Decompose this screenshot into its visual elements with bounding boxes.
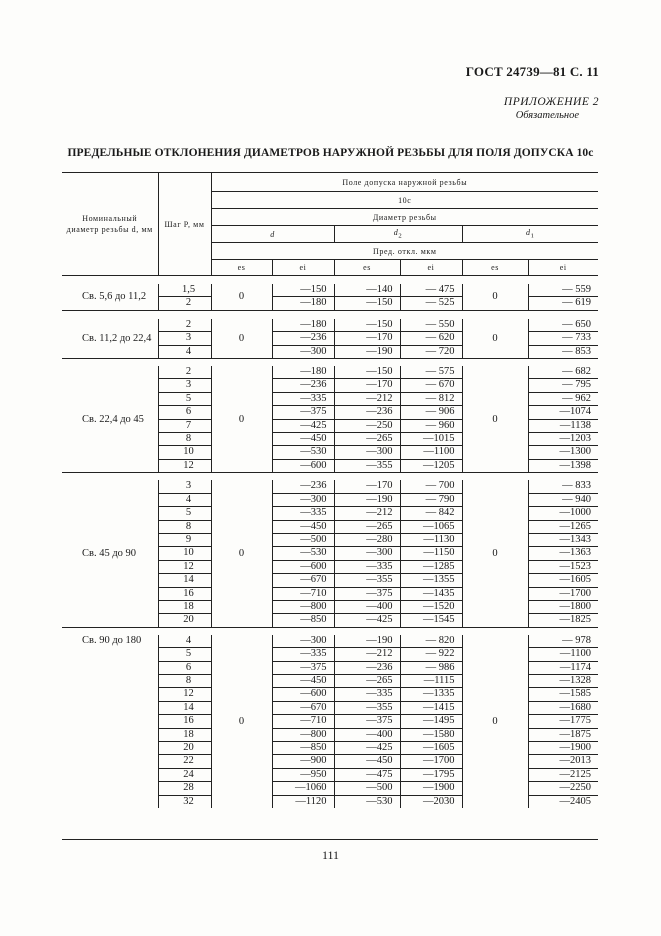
ei-d1-cell: — 650	[528, 319, 598, 332]
es-d1-cell: 0	[462, 635, 528, 808]
ei-d1-cell: —1174	[528, 661, 598, 674]
ei-d2-cell: — 475	[400, 284, 462, 297]
ei-d1-cell: —1100	[528, 648, 598, 661]
ei-d2-cell: —1900	[400, 782, 462, 795]
limit-deviation-header: Пред. откл. мкм	[211, 243, 598, 260]
ei-d1-cell: —1700	[528, 587, 598, 600]
pitch-cell: 14	[158, 574, 211, 587]
es-d2-cell: —250	[334, 419, 400, 432]
ei-d-cell: —710	[272, 715, 334, 728]
pitch-cell: 2	[158, 297, 211, 310]
ei-d2-cell: —1700	[400, 755, 462, 768]
es-d2-cell: —190	[334, 345, 400, 358]
ei-d1-cell: — 733	[528, 332, 598, 345]
es-d2-cell: —300	[334, 446, 400, 459]
es-d2-cell: —400	[334, 728, 400, 741]
es-d2-cell: —400	[334, 600, 400, 613]
ei-d1-cell: —1605	[528, 574, 598, 587]
ei-d1-cell: —1800	[528, 600, 598, 613]
pitch-cell: 3	[158, 480, 211, 493]
tolerance-value-header: 10с	[211, 192, 598, 209]
table-row	[62, 480, 598, 493]
ei-d-cell: —375	[272, 406, 334, 419]
pitch-cell: 12	[158, 688, 211, 701]
pitch-cell: 6	[158, 661, 211, 674]
ei-d-cell: —710	[272, 587, 334, 600]
ei-d2-cell: —1100	[400, 446, 462, 459]
es-d2-cell: —212	[334, 392, 400, 405]
ei-d1-cell: —1074	[528, 406, 598, 419]
pitch-cell: 22	[158, 755, 211, 768]
es-d2-cell: —170	[334, 480, 400, 493]
nominal-diameter-cell: Св. 45 до 90	[82, 548, 137, 560]
pitch-cell: 10	[158, 547, 211, 560]
nominal-diameter-cell: Св. 22,4 до 45	[82, 413, 144, 425]
ei-d2-cell: — 986	[400, 661, 462, 674]
es-d2-cell: —530	[334, 795, 400, 808]
ei-d1-cell: — 795	[528, 379, 598, 392]
es-d2-cell: —190	[334, 635, 400, 648]
ei-d-cell: —375	[272, 661, 334, 674]
ei-d1-cell: —1363	[528, 547, 598, 560]
ei-d-cell: —600	[272, 459, 334, 472]
ei-d1-cell: — 682	[528, 366, 598, 379]
ei-d1-cell: — 833	[528, 480, 598, 493]
es-header: es	[334, 260, 400, 276]
group-separator	[62, 473, 598, 481]
ei-header: ei	[400, 260, 462, 276]
es-d-cell: 0	[211, 366, 272, 473]
es-d2-cell: —236	[334, 661, 400, 674]
ei-d-cell: —1120	[272, 795, 334, 808]
es-d2-cell: —212	[334, 507, 400, 520]
pitch-cell: 20	[158, 614, 211, 627]
ei-d2-cell: —1495	[400, 715, 462, 728]
deviation-table	[62, 172, 598, 808]
ei-d2-cell: —1580	[400, 728, 462, 741]
nominal-diameter-header: Номинальный диаметр резьбы d, мм	[62, 173, 158, 276]
pitch-cell: 16	[158, 587, 211, 600]
ei-d1-cell: —1585	[528, 688, 598, 701]
pitch-cell: 7	[158, 419, 211, 432]
group-separator	[62, 627, 598, 635]
ei-d2-cell: — 812	[400, 392, 462, 405]
es-d2-cell: —300	[334, 547, 400, 560]
ei-d1-cell: —2405	[528, 795, 598, 808]
ei-d2-cell: — 960	[400, 419, 462, 432]
es-d1-cell: 0	[462, 319, 528, 359]
es-d2-cell: —475	[334, 768, 400, 781]
nominal-diameter-cell: Св. 11,2 до 22,4	[82, 332, 152, 344]
es-d2-cell: —265	[334, 433, 400, 446]
ei-d1-cell: — 962	[528, 392, 598, 405]
ei-d1-cell: — 853	[528, 345, 598, 358]
pitch-cell: 28	[158, 782, 211, 795]
ei-d2-cell: — 906	[400, 406, 462, 419]
pitch-cell: 20	[158, 742, 211, 755]
es-d2-cell: —150	[334, 297, 400, 310]
pitch-cell: 4	[158, 635, 211, 648]
ei-d2-cell: —1065	[400, 520, 462, 533]
pitch-cell: 1,5	[158, 284, 211, 297]
ei-d2-cell: —1435	[400, 587, 462, 600]
es-d2-cell: —140	[334, 284, 400, 297]
es-d2-cell: —150	[334, 319, 400, 332]
ei-d-cell: —236	[272, 480, 334, 493]
tolerance-field-header: Поле допуска наружной резьбы	[211, 173, 598, 192]
pitch-cell: 2	[158, 319, 211, 332]
pitch-cell: 4	[158, 345, 211, 358]
ei-d-cell: —236	[272, 332, 334, 345]
es-d2-cell: —425	[334, 742, 400, 755]
ei-d2-cell: — 670	[400, 379, 462, 392]
es-d-cell: 0	[211, 480, 272, 627]
ei-d2-cell: — 525	[400, 297, 462, 310]
d1-header: $d_1$	[462, 226, 598, 243]
ei-d1-cell: —1343	[528, 533, 598, 546]
mandatory-label: Обязательное	[515, 110, 579, 121]
appendix-label: ПРИЛОЖЕНИЕ 2	[503, 96, 599, 108]
ei-d-cell: —800	[272, 728, 334, 741]
ei-d1-cell: — 940	[528, 493, 598, 506]
ei-d1-cell: —2250	[528, 782, 598, 795]
pitch-header: Шаг P, мм	[158, 173, 211, 276]
es-d2-cell: —265	[334, 674, 400, 687]
pitch-cell: 14	[158, 701, 211, 714]
ei-d-cell: —150	[272, 284, 334, 297]
ei-d2-cell: — 550	[400, 319, 462, 332]
es-d2-cell: —150	[334, 366, 400, 379]
ei-d-cell: —950	[272, 768, 334, 781]
ei-d-cell: —450	[272, 520, 334, 533]
es-d1-cell: 0	[462, 366, 528, 473]
pitch-cell: 8	[158, 433, 211, 446]
ei-d-cell: —450	[272, 433, 334, 446]
ei-d1-cell: —1203	[528, 433, 598, 446]
pitch-cell: 16	[158, 715, 211, 728]
es-d-cell: 0	[211, 635, 272, 808]
ei-d-cell: —800	[272, 600, 334, 613]
diameter-header: Диаметр резьбы	[211, 209, 598, 226]
es-d2-cell: —170	[334, 332, 400, 345]
ei-d1-cell: —1875	[528, 728, 598, 741]
ei-d-cell: —300	[272, 493, 334, 506]
ei-d1-cell: —1138	[528, 419, 598, 432]
ei-d2-cell: —1520	[400, 600, 462, 613]
page-title: ПРЕДЕЛЬНЫЕ ОТКЛОНЕНИЯ ДИАМЕТРОВ НАРУЖНОЙ РЕЗЬБЫ ДЛЯ ПОЛЯ ДОПУСКА 10с	[67, 147, 594, 159]
pitch-cell: 10	[158, 446, 211, 459]
ei-d-cell: —670	[272, 574, 334, 587]
pitch-cell: 5	[158, 507, 211, 520]
pitch-cell: 18	[158, 728, 211, 741]
ei-d-cell: —425	[272, 419, 334, 432]
ei-d-cell: —335	[272, 507, 334, 520]
ei-d-cell: —850	[272, 614, 334, 627]
es-d2-cell: —335	[334, 560, 400, 573]
pitch-cell: 24	[158, 768, 211, 781]
table-bottom-rule	[62, 839, 598, 840]
ei-d1-cell: —2125	[528, 768, 598, 781]
group-separator	[62, 359, 598, 367]
ei-d2-cell: —1015	[400, 433, 462, 446]
ei-d-cell: —600	[272, 688, 334, 701]
ei-d-cell: —180	[272, 297, 334, 310]
es-d2-cell: —500	[334, 782, 400, 795]
es-d2-cell: —355	[334, 574, 400, 587]
ei-d2-cell: —1205	[400, 459, 462, 472]
es-d2-cell: —355	[334, 459, 400, 472]
ei-d1-cell: —1398	[528, 459, 598, 472]
ei-d2-cell: — 820	[400, 635, 462, 648]
d2-header: $d_2$	[334, 226, 462, 243]
ei-d2-cell: —1285	[400, 560, 462, 573]
ei-d2-cell: —1605	[400, 742, 462, 755]
ei-d1-cell: —1000	[528, 507, 598, 520]
ei-d2-cell: —1150	[400, 547, 462, 560]
es-d2-cell: —375	[334, 715, 400, 728]
ei-d2-cell: — 720	[400, 345, 462, 358]
es-d-cell: 0	[211, 319, 272, 359]
ei-d-cell: —450	[272, 674, 334, 687]
pitch-cell: 12	[158, 560, 211, 573]
ei-d2-cell: —1795	[400, 768, 462, 781]
ei-d-cell: —300	[272, 635, 334, 648]
ei-d1-cell: —1523	[528, 560, 598, 573]
pitch-cell: 4	[158, 493, 211, 506]
table-row	[62, 319, 598, 332]
pitch-cell: 8	[158, 520, 211, 533]
ei-d2-cell: — 700	[400, 480, 462, 493]
es-d2-cell: —170	[334, 379, 400, 392]
group-separator	[62, 276, 598, 285]
ei-header: ei	[272, 260, 334, 276]
pitch-cell: 5	[158, 648, 211, 661]
table-row	[62, 366, 598, 379]
pitch-cell: 3	[158, 332, 211, 345]
group-separator	[62, 310, 598, 319]
es-d2-cell: —236	[334, 406, 400, 419]
ei-d-cell: —530	[272, 547, 334, 560]
ei-d2-cell: —1335	[400, 688, 462, 701]
pitch-cell: 9	[158, 533, 211, 546]
ei-d2-cell: — 790	[400, 493, 462, 506]
pitch-cell: 6	[158, 406, 211, 419]
ei-d-cell: —300	[272, 345, 334, 358]
page-number: 111	[321, 848, 340, 862]
ei-d1-cell: —1265	[528, 520, 598, 533]
pitch-cell: 5	[158, 392, 211, 405]
ei-d1-cell: —1328	[528, 674, 598, 687]
ei-d2-cell: —1130	[400, 533, 462, 546]
es-d2-cell: —265	[334, 520, 400, 533]
ei-header: ei	[528, 260, 598, 276]
nominal-diameter-cell: Св. 5,6 до 11,2	[82, 291, 147, 303]
ei-d2-cell: — 842	[400, 507, 462, 520]
pitch-cell: 8	[158, 674, 211, 687]
es-d2-cell: —375	[334, 587, 400, 600]
ei-d-cell: —530	[272, 446, 334, 459]
ei-d1-cell: —1825	[528, 614, 598, 627]
ei-d2-cell: —1355	[400, 574, 462, 587]
ei-d1-cell: —1900	[528, 742, 598, 755]
ei-d1-cell: —1300	[528, 446, 598, 459]
ei-d2-cell: —1115	[400, 674, 462, 687]
ei-d2-cell: —1545	[400, 614, 462, 627]
ei-d-cell: —180	[272, 366, 334, 379]
es-header: es	[211, 260, 272, 276]
es-d1-cell: 0	[462, 284, 528, 310]
ei-d-cell: —335	[272, 392, 334, 405]
pitch-cell: 32	[158, 795, 211, 808]
table-row	[62, 635, 598, 648]
es-d2-cell: —355	[334, 701, 400, 714]
ei-d2-cell: —2030	[400, 795, 462, 808]
ei-d-cell: —236	[272, 379, 334, 392]
es-header: es	[462, 260, 528, 276]
es-d-cell: 0	[211, 284, 272, 310]
es-d2-cell: —212	[334, 648, 400, 661]
ei-d-cell: —900	[272, 755, 334, 768]
ei-d-cell: —1060	[272, 782, 334, 795]
standard-header: ГОСТ 24739—81 С. 11	[465, 64, 599, 79]
es-d2-cell: —450	[334, 755, 400, 768]
ei-d-cell: —500	[272, 533, 334, 546]
ei-d-cell: —600	[272, 560, 334, 573]
ei-d1-cell: —1680	[528, 701, 598, 714]
ei-d-cell: —180	[272, 319, 334, 332]
es-d2-cell: —190	[334, 493, 400, 506]
ei-d1-cell: — 559	[528, 284, 598, 297]
ei-d-cell: —670	[272, 701, 334, 714]
es-d2-cell: —335	[334, 688, 400, 701]
pitch-cell: 12	[158, 459, 211, 472]
ei-d-cell: —850	[272, 742, 334, 755]
pitch-cell: 3	[158, 379, 211, 392]
table-row	[62, 284, 598, 297]
es-d2-cell: —280	[334, 533, 400, 546]
pitch-cell: 18	[158, 600, 211, 613]
es-d1-cell: 0	[462, 480, 528, 627]
ei-d2-cell: — 922	[400, 648, 462, 661]
ei-d2-cell: — 620	[400, 332, 462, 345]
nominal-diameter-cell: Св. 90 до 180	[82, 634, 142, 646]
ei-d1-cell: — 619	[528, 297, 598, 310]
es-d2-cell: —425	[334, 614, 400, 627]
ei-d2-cell: —1415	[400, 701, 462, 714]
ei-d-cell: —335	[272, 648, 334, 661]
ei-d1-cell: —2013	[528, 755, 598, 768]
ei-d1-cell: — 978	[528, 635, 598, 648]
ei-d2-cell: — 575	[400, 366, 462, 379]
d-header: d	[211, 226, 334, 243]
ei-d1-cell: —1775	[528, 715, 598, 728]
pitch-cell: 2	[158, 366, 211, 379]
